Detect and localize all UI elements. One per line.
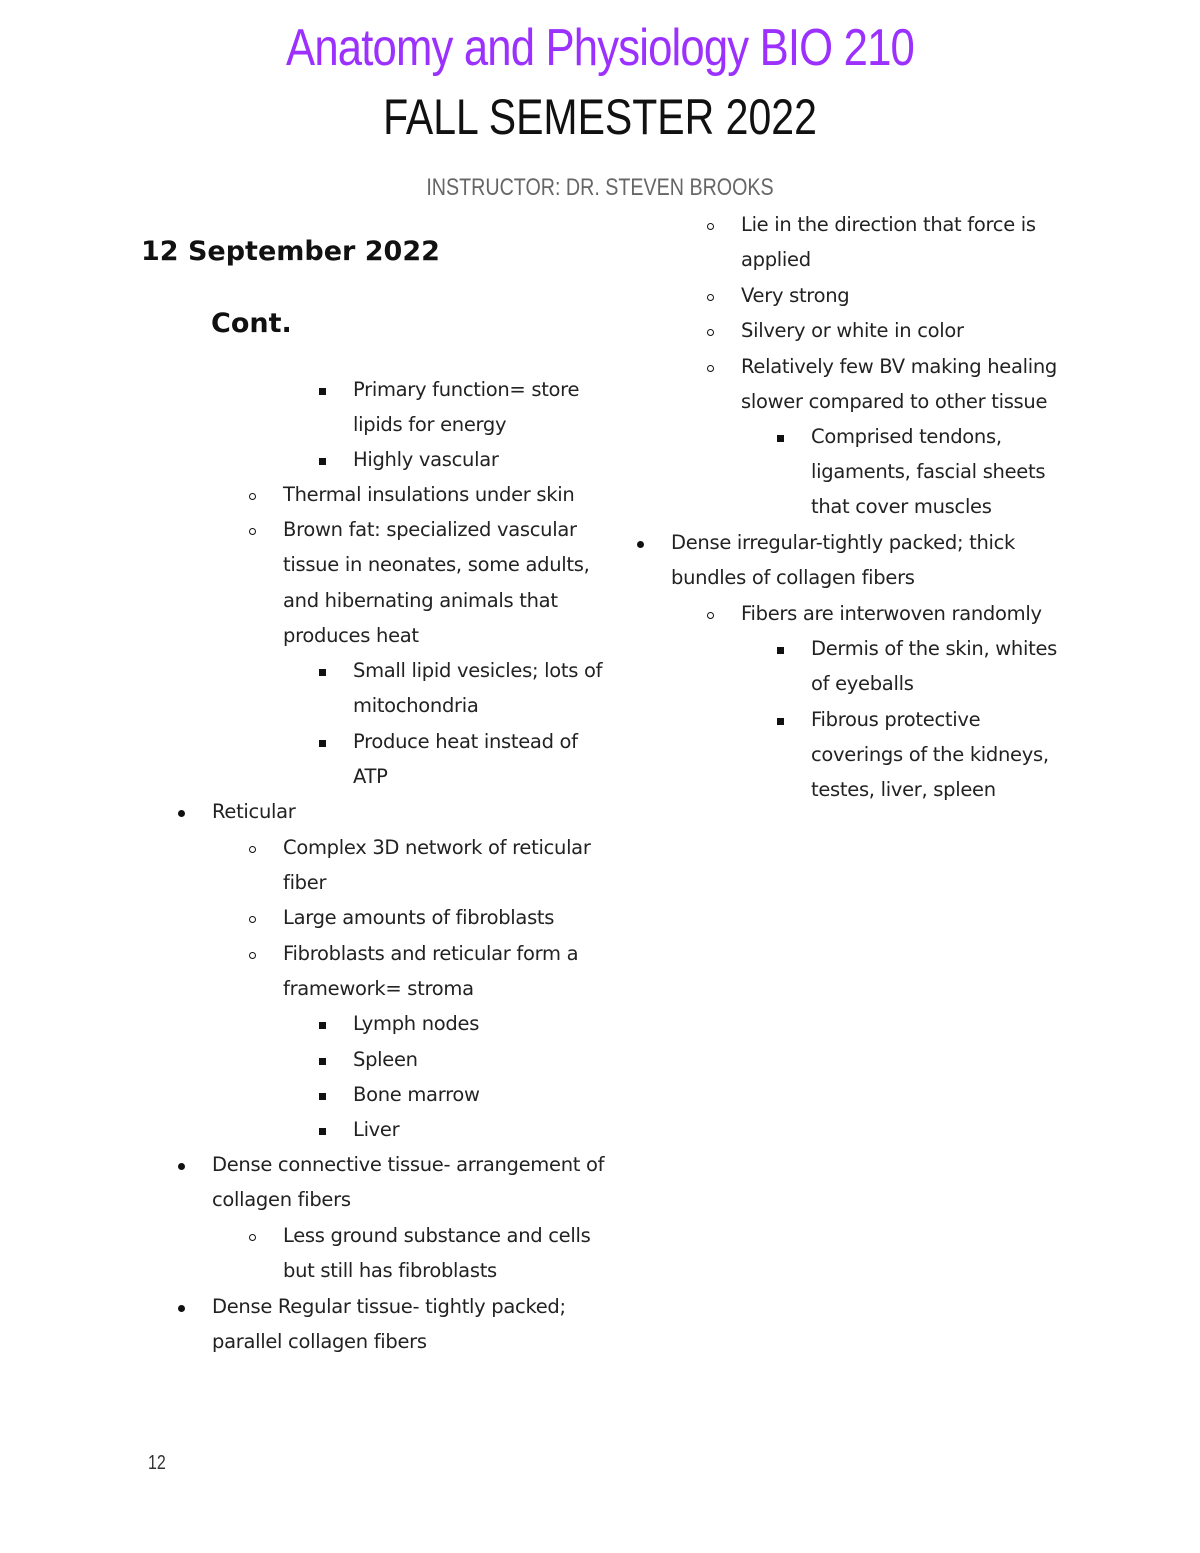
list-item: Comprised tendons, xyxy=(811,425,1002,448)
list-item: Primary function= store xyxy=(353,378,580,401)
bullet-square xyxy=(777,647,784,654)
bullet-circle xyxy=(249,493,256,500)
list-item-continuation: coverings of the kidneys, xyxy=(811,743,1049,766)
list-item-continuation: applied xyxy=(741,248,811,271)
list-item: Complex 3D network of reticular xyxy=(283,836,591,859)
list-item: Dense Regular tissue- tightly packed; xyxy=(212,1295,566,1318)
bullet-circle xyxy=(707,329,714,336)
list-item: Spleen xyxy=(353,1048,418,1071)
list-item-continuation: parallel collagen fibers xyxy=(212,1330,427,1353)
semester-heading: FALL SEMESTER 2022 xyxy=(383,89,817,145)
list-item-continuation: framework= stroma xyxy=(283,977,474,1000)
list-item: Thermal insulations under skin xyxy=(283,483,575,506)
list-item: Produce heat instead of xyxy=(353,730,578,753)
list-item: Dense connective tissue- arrangement of xyxy=(212,1153,605,1176)
list-item: Small lipid vesicles; lots of xyxy=(353,659,603,682)
list-item: Brown fat: specialized vascular xyxy=(283,518,577,541)
list-item-continuation: produces heat xyxy=(283,624,419,647)
list-item: Reticular xyxy=(212,800,296,823)
list-item: Fibrous protective xyxy=(811,708,981,731)
bullet-disc xyxy=(178,1163,185,1170)
bullet-square xyxy=(777,718,784,725)
bullet-circle xyxy=(707,612,714,619)
bullet-circle xyxy=(249,916,256,923)
list-item: Fibroblasts and reticular form a xyxy=(283,942,579,965)
list-item-continuation: and hibernating animals that xyxy=(283,589,558,612)
list-item: Highly vascular xyxy=(353,448,499,471)
bullet-square xyxy=(319,1058,326,1065)
list-item: Liver xyxy=(353,1118,400,1141)
cont-heading: Cont. xyxy=(211,308,292,339)
page-number: 12 xyxy=(148,1452,166,1474)
document-title: Anatomy and Physiology BIO 210 xyxy=(286,19,914,77)
bullet-square xyxy=(319,388,326,395)
list-item: Dense irregular-tightly packed; thick xyxy=(671,531,1016,554)
list-item: Dermis of the skin, whites xyxy=(811,637,1058,660)
list-item: Lie in the direction that force is xyxy=(741,213,1036,236)
bullet-disc xyxy=(178,810,185,817)
bullet-circle xyxy=(707,294,714,301)
list-item-continuation: that cover muscles xyxy=(811,495,992,518)
list-item-continuation: collagen fibers xyxy=(212,1188,351,1211)
bullet-disc xyxy=(178,1305,185,1312)
bullet-circle xyxy=(707,365,714,372)
list-item-continuation: but still has fibroblasts xyxy=(283,1259,497,1282)
bullet-circle xyxy=(249,846,256,853)
bullet-circle xyxy=(249,1234,256,1241)
instructor-line: INSTRUCTOR: DR. STEVEN BROOKS xyxy=(426,174,774,201)
list-item: Large amounts of fibroblasts xyxy=(283,906,555,929)
list-item-continuation: tissue in neonates, some adults, xyxy=(283,553,590,576)
bullet-circle xyxy=(249,528,256,535)
list-item-continuation: slower compared to other tissue xyxy=(741,390,1048,413)
list-item: Less ground substance and cells xyxy=(283,1224,591,1247)
list-item-continuation: ATP xyxy=(353,765,388,788)
bullet-square xyxy=(319,458,326,465)
list-item: Very strong xyxy=(741,284,850,307)
bullet-square xyxy=(319,669,326,676)
list-item: Bone marrow xyxy=(353,1083,480,1106)
bullet-circle xyxy=(249,952,256,959)
list-item: Relatively few BV making healing xyxy=(741,355,1057,378)
list-item-continuation: bundles of collagen fibers xyxy=(671,566,915,589)
date-heading: 12 September 2022 xyxy=(141,236,440,267)
list-item-continuation: testes, liver, spleen xyxy=(811,778,996,801)
list-item-continuation: of eyeballs xyxy=(811,672,914,695)
list-item: Lymph nodes xyxy=(353,1012,480,1035)
list-item-continuation: lipids for energy xyxy=(353,413,507,436)
bullet-disc xyxy=(637,541,644,548)
list-item: Silvery or white in color xyxy=(741,319,964,342)
list-item-continuation: fiber xyxy=(283,871,327,894)
bullet-square xyxy=(319,1093,326,1100)
bullet-square xyxy=(319,740,326,747)
bullet-circle xyxy=(707,223,714,230)
bullet-square xyxy=(777,435,784,442)
bullet-square xyxy=(319,1022,326,1029)
list-item: Fibers are interwoven randomly xyxy=(741,602,1042,625)
list-item-continuation: mitochondria xyxy=(353,694,479,717)
list-item-continuation: ligaments, fascial sheets xyxy=(811,460,1046,483)
bullet-square xyxy=(319,1128,326,1135)
